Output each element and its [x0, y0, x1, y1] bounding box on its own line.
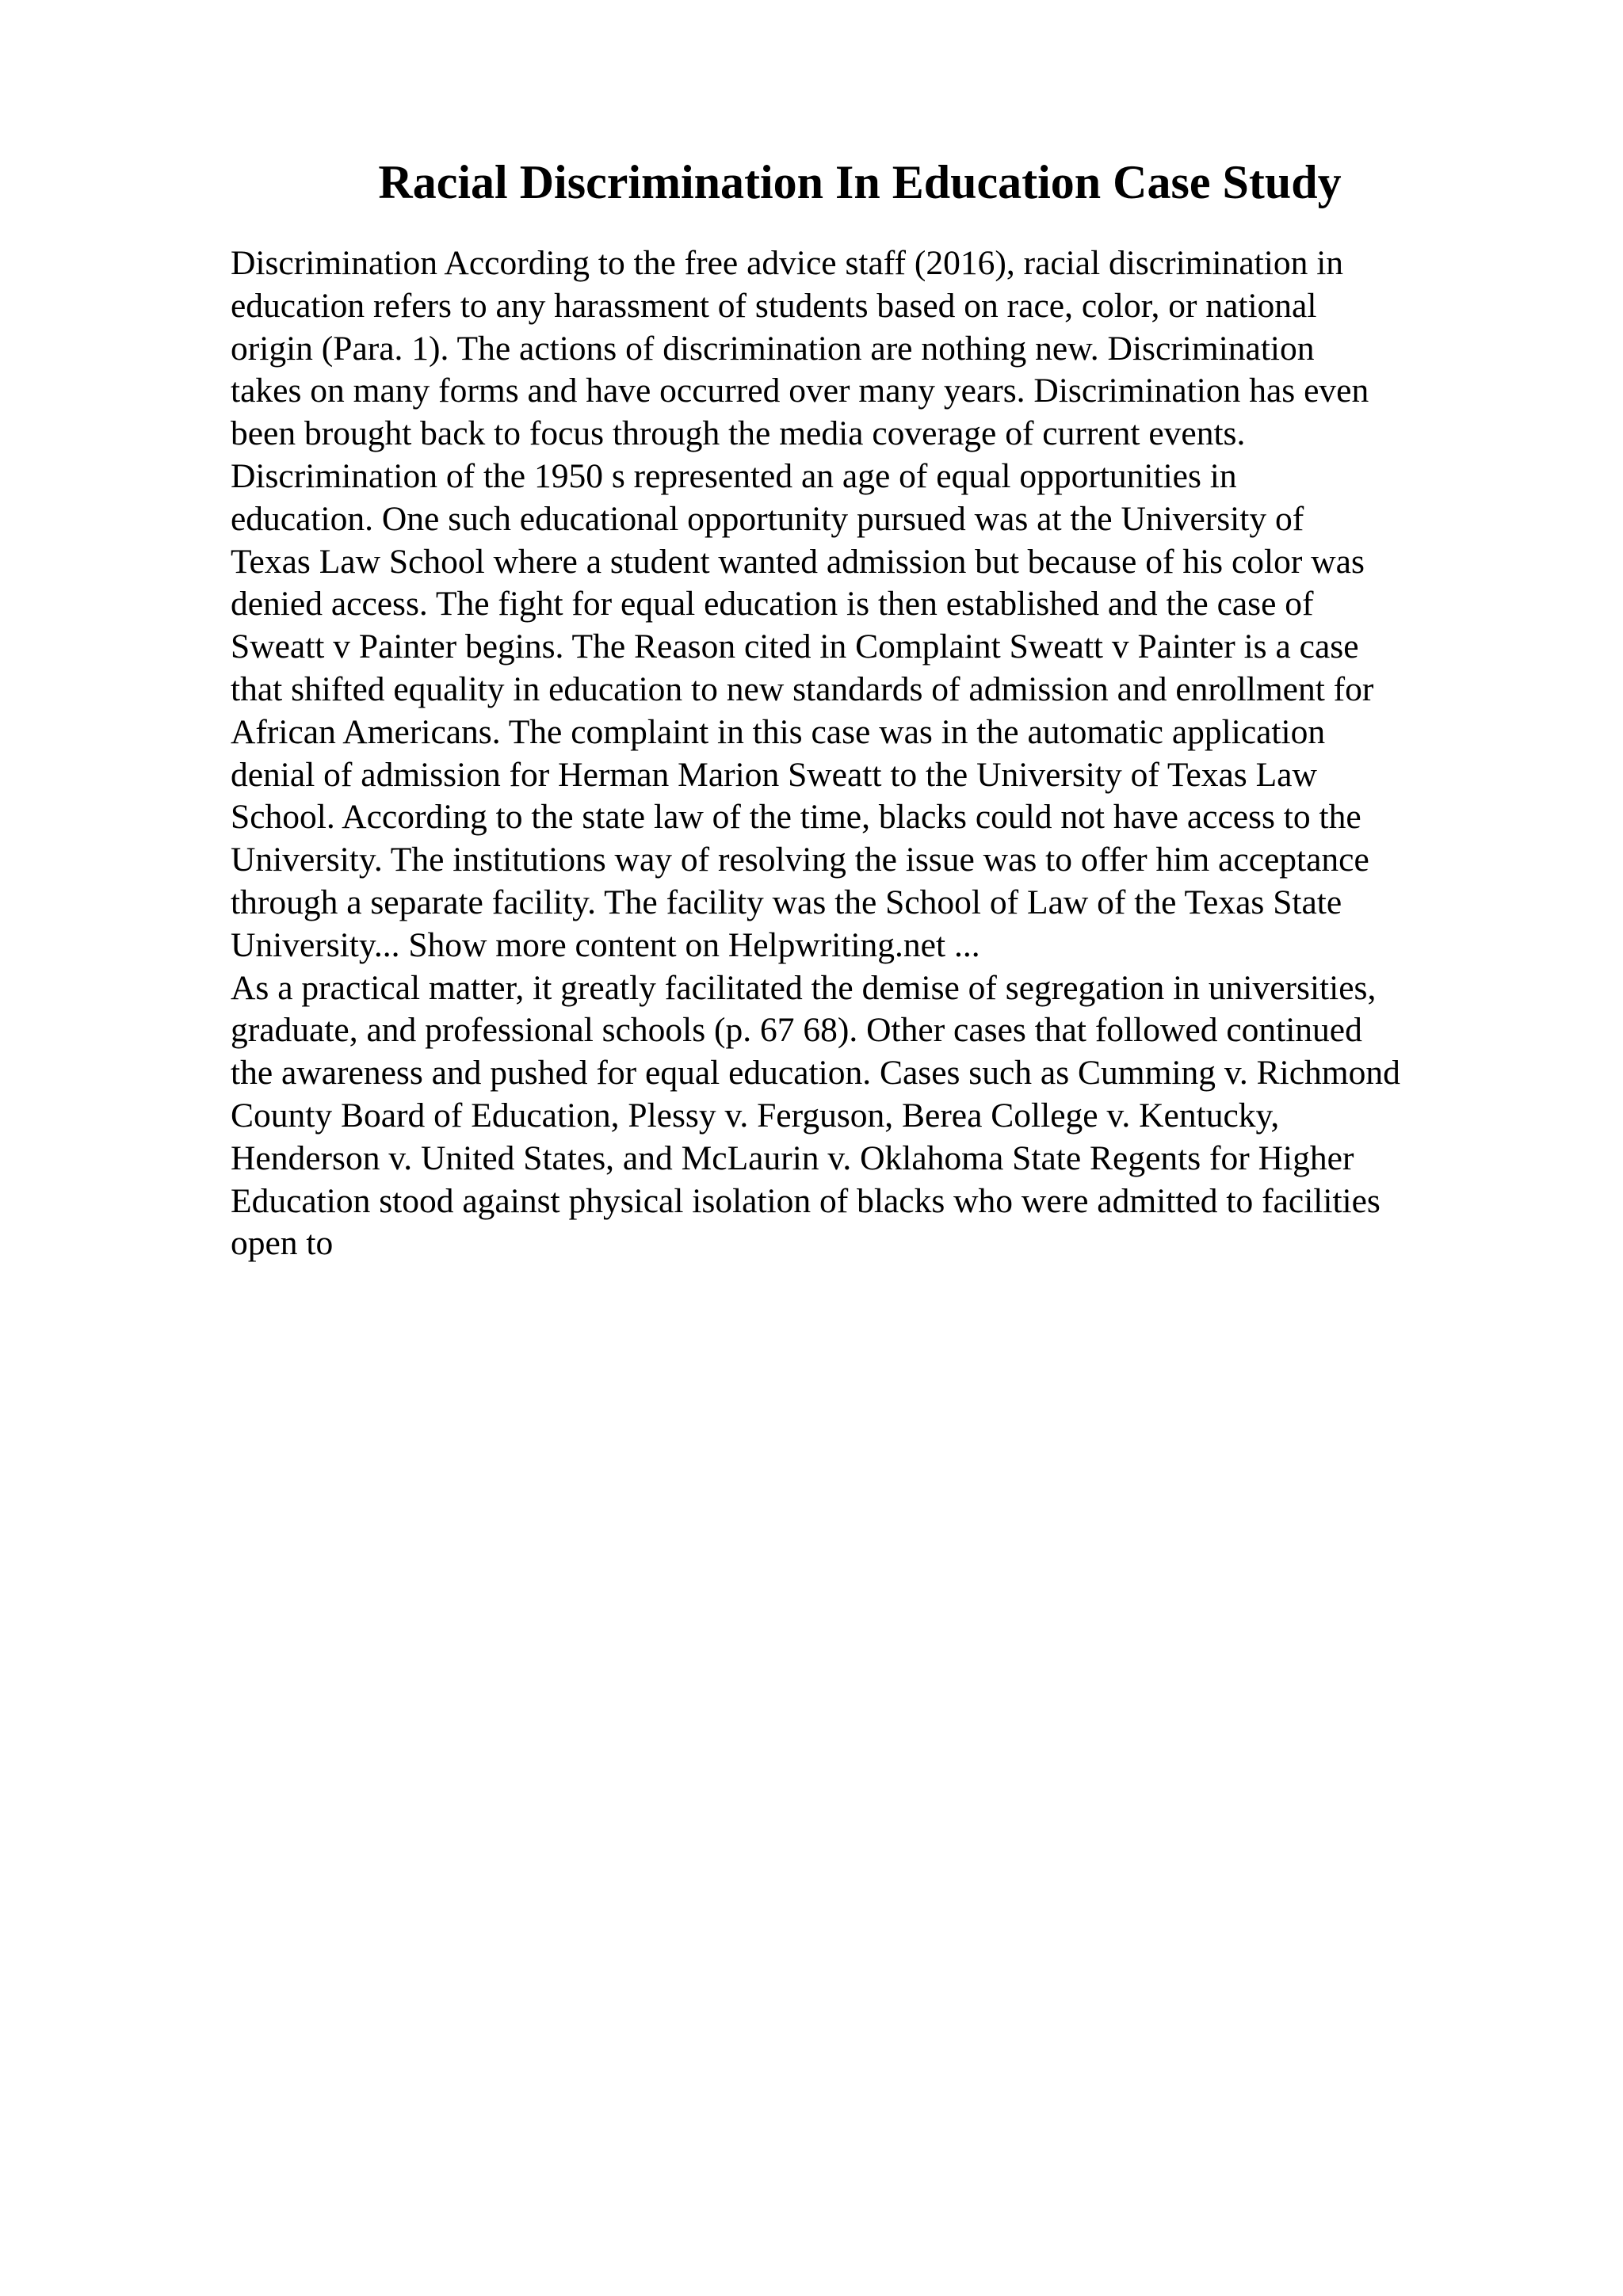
- text-line: open to: [231, 1224, 334, 1263]
- text-line: Education stood against physical isolation of blacks who were admitted to facilities: [231, 1181, 1381, 1220]
- text-line: School. According to the state law of the time, blacks could not have access to the: [231, 798, 1361, 837]
- text-line: origin (Para. 1). The actions of discrimination are nothing new. Discrimination: [231, 329, 1315, 368]
- text-line: Discrimination of the 1950 s represented an age of equal opportunities in: [231, 456, 1237, 495]
- text-line: University... Show more content on Helpwriting.net ...: [231, 925, 980, 964]
- text-line: been brought back to focus through the media coverage of current events.: [231, 414, 1246, 453]
- document-body: [231, 242, 1483, 1265]
- text-line: Henderson v. United States, and McLaurin v. Oklahoma State Regents for Higher: [231, 1138, 1354, 1177]
- text-line: denial of admission for Herman Marion Sweatt to the University of Texas Law: [231, 755, 1317, 794]
- text-line: education. One such educational opportunity pursued was at the University of: [231, 499, 1304, 538]
- paragraph-2: [231, 967, 1483, 1266]
- text-line: As a practical matter, it greatly facilitated the demise of segregation in universities,: [231, 968, 1377, 1007]
- text-line: through a separate facility. The facility was the School of Law of the Texas State: [231, 883, 1342, 921]
- paragraph-1: [231, 242, 1483, 967]
- text-line: County Board of Education, Plessy v. Ferguson, Berea College v. Kentucky,: [231, 1096, 1280, 1135]
- text-line: University. The institutions way of resolving the issue was to offer him acceptance: [231, 841, 1369, 879]
- text-line: graduate, and professional schools (p. 67 68). Other cases that followed continued: [231, 1011, 1362, 1050]
- text-line: Discrimination According to the free advice staff (2016), racial discrimination in: [231, 244, 1344, 282]
- text-line: that shifted equality in education to new standards of admission and enrollment for: [231, 669, 1374, 708]
- text-line: African Americans. The complaint in this case was in the automatic application: [231, 712, 1326, 751]
- text-line: the awareness and pushed for equal education. Cases such as Cumming v. Richmond: [231, 1054, 1400, 1093]
- document-title: Racial Discrimination In Education Case Study: [378, 156, 1342, 208]
- text-line: denied access. The fight for equal education is then established and the case of: [231, 585, 1314, 624]
- text-line: Texas Law School where a student wanted admission but because of his color was: [231, 542, 1365, 581]
- text-line: education refers to any harassment of students based on race, color, or national: [231, 286, 1317, 325]
- text-line: Sweatt v Painter begins. The Reason cited in Complaint Sweatt v Painter is a case: [231, 627, 1359, 666]
- text-line: takes on many forms and have occurred over many years. Discrimination has even: [231, 372, 1369, 410]
